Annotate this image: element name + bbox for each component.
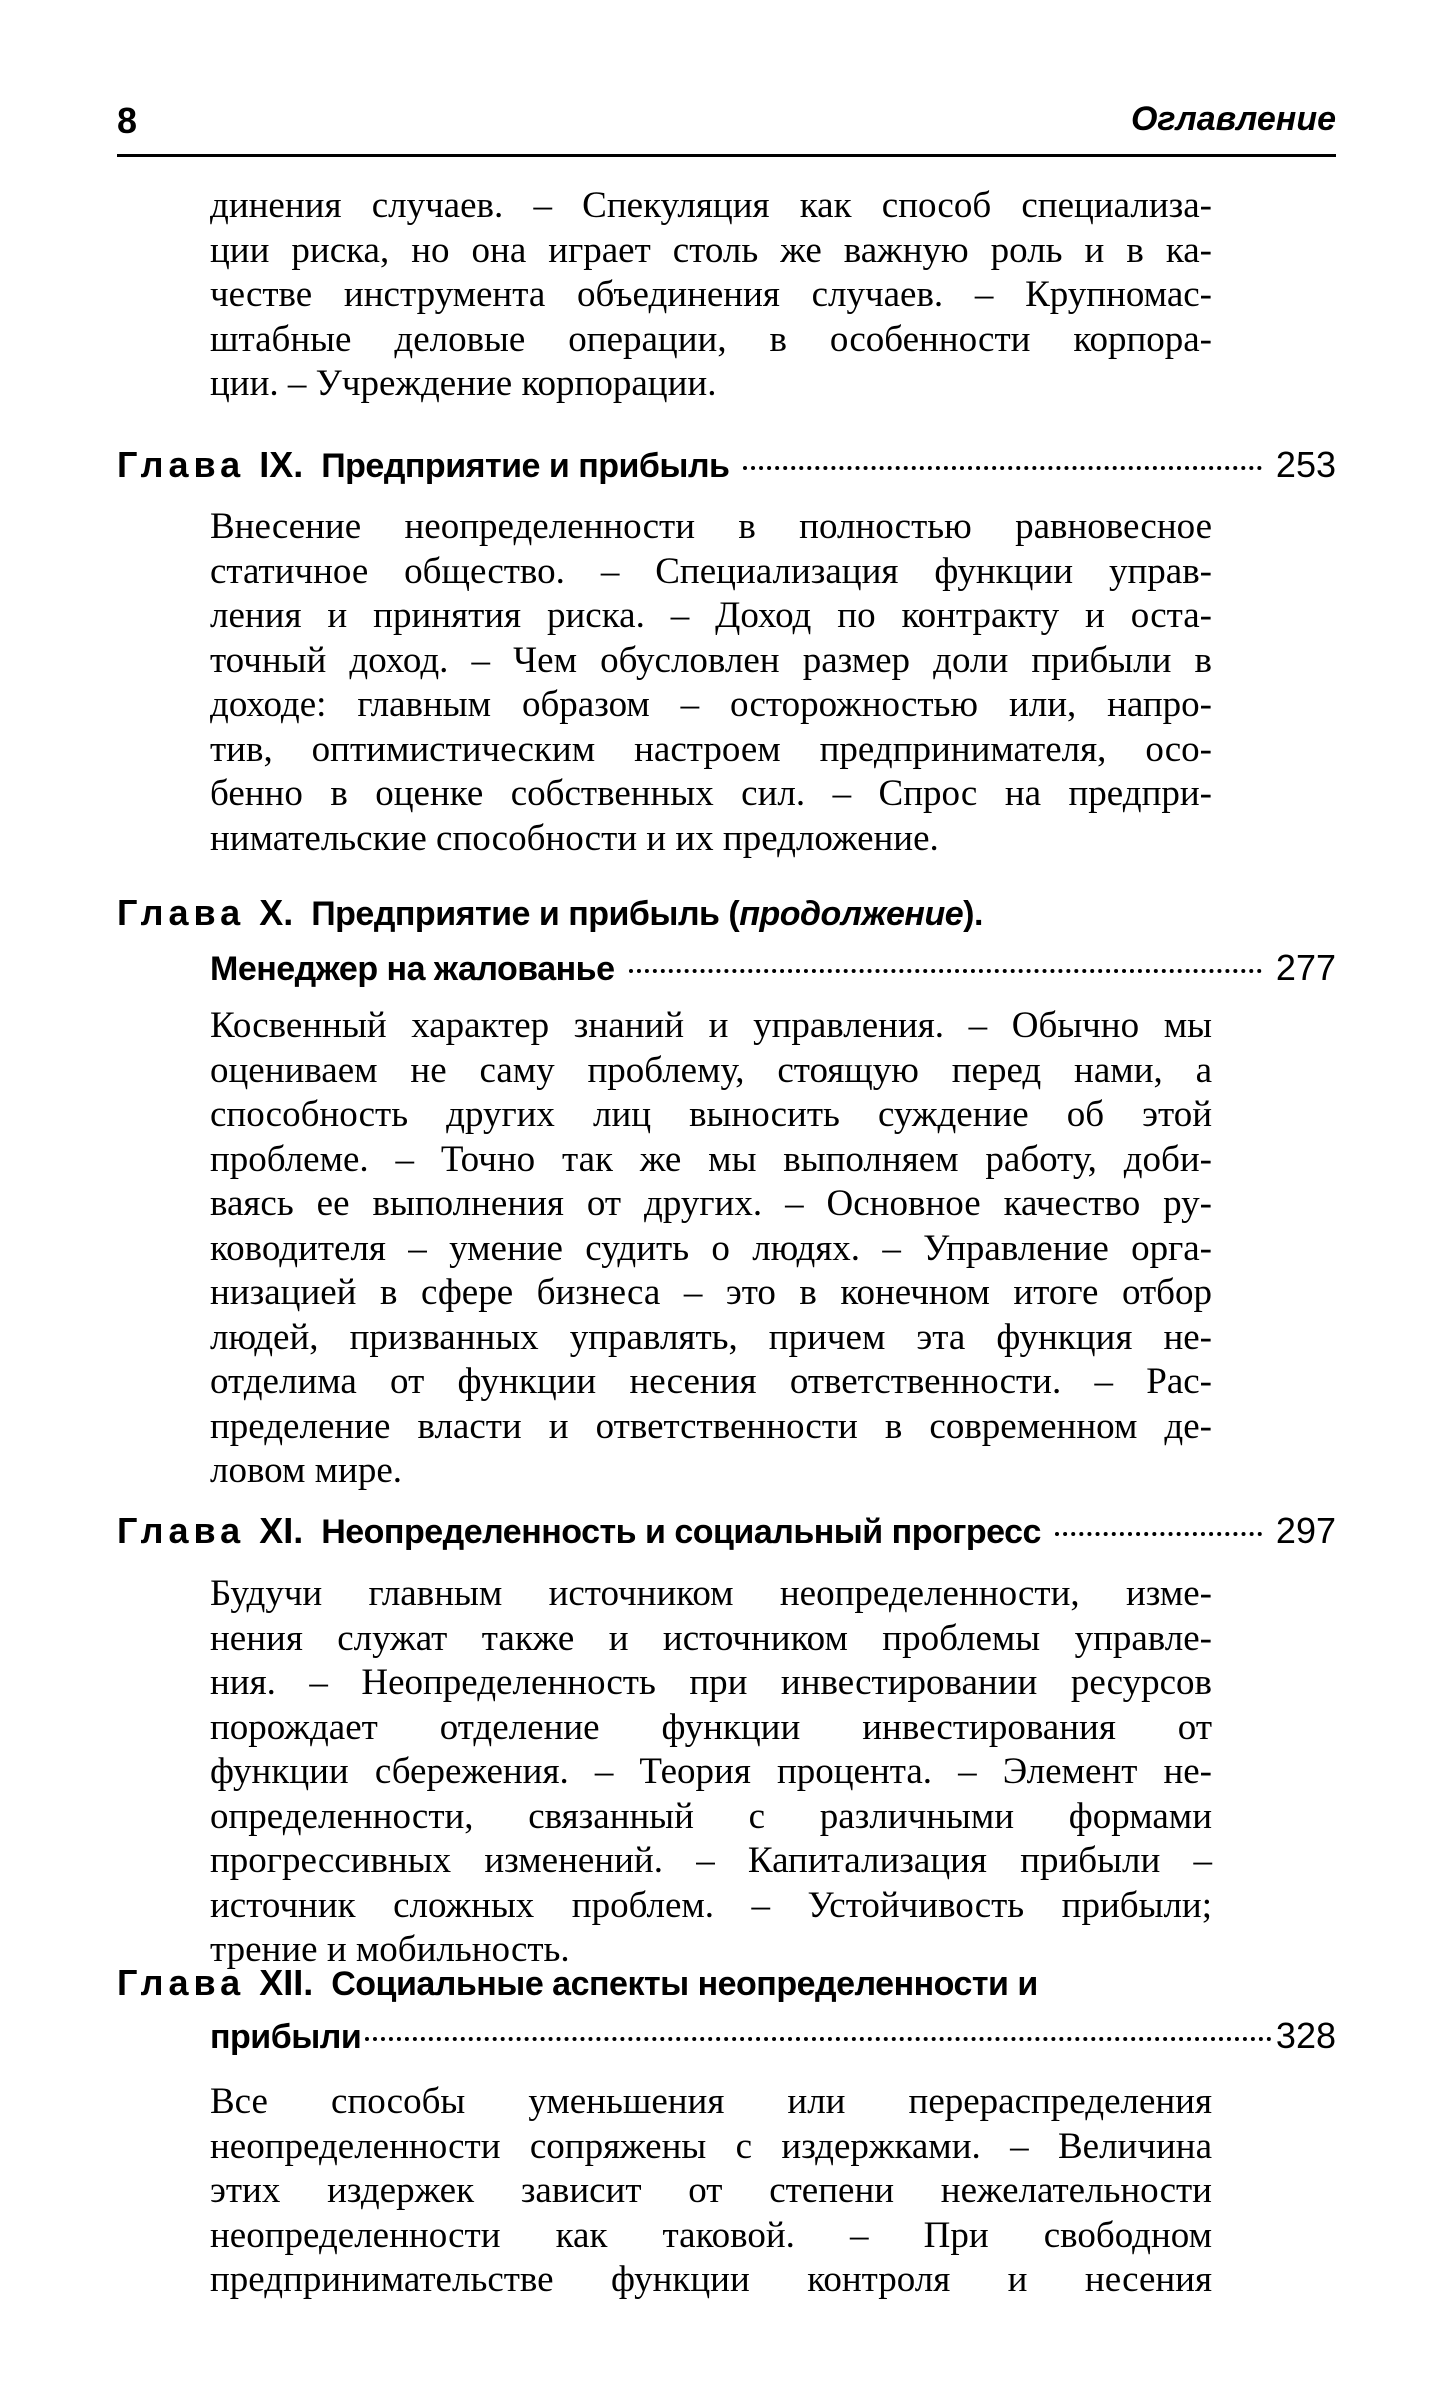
text-line: Косвенный характер знаний и управления. – Обычно мы xyxy=(210,1005,1212,1046)
chapter-number: XI. xyxy=(259,1510,304,1551)
text-line: бенно в оценке собственных сил. – Спрос на предпри- xyxy=(210,773,1212,814)
text-line: способность других лиц выносить суждение об этой xyxy=(210,1094,1212,1135)
running-head: Оглавление xyxy=(1130,100,1336,138)
text-line: ния. – Неопределенность при инвестировании ресурсов xyxy=(210,1662,1212,1703)
chapter-title-italic: продолжение xyxy=(739,895,964,933)
chapter-number: X. xyxy=(259,892,294,933)
chapter-label: Глава xyxy=(117,892,246,933)
text-line: ции. – Учреждение корпорации. xyxy=(210,363,717,404)
chapter-10-summary xyxy=(210,1004,1212,1494)
text-line: этих издержек зависит от степени нежелательности xyxy=(210,2170,1212,2211)
leader-dots xyxy=(1055,1532,1262,1536)
text-line: низацией в сфере бизнеса – это в конечном итоге отбор xyxy=(210,1272,1212,1313)
toc-entry-chapter-9[interactable] xyxy=(117,442,1336,489)
text-line: людей, призванных управлять, причем эта функция не- xyxy=(210,1316,1212,1358)
text-line: ководителя – умение судить о людях. – Управление орга- xyxy=(210,1227,1212,1269)
text-line: отделима от функции несения ответственности. – Рас- xyxy=(210,1361,1212,1402)
chapter-page: 253 xyxy=(1275,444,1336,485)
chapter-page: 297 xyxy=(1275,1510,1336,1551)
chapter-label: Глава xyxy=(117,1510,246,1551)
toc-entry-chapter-10[interactable] xyxy=(117,890,1336,992)
chapter-number: XII. xyxy=(259,1962,314,2003)
chapter-title: Предприятие и прибыль xyxy=(321,447,730,485)
leader-dots xyxy=(365,2037,1272,2041)
toc-entry-chapter-11[interactable] xyxy=(117,1508,1336,1555)
intro-paragraph xyxy=(210,184,1212,407)
text-line: доходе: главным образом – осторожностью или, напро- xyxy=(210,684,1212,725)
chapter-9-summary xyxy=(210,505,1212,861)
chapter-title: Социальные аспекты неопределенности и xyxy=(331,1965,1038,2003)
text-line: определенности, связанный с различными формами xyxy=(210,1795,1212,1837)
text-line: оцениваем не саму проблему, стоящую перед нами, а xyxy=(210,1049,1212,1091)
chapter-page: 277 xyxy=(1275,947,1336,988)
text-line: ваясь ее выполнения от других. – Основное качество ру- xyxy=(210,1183,1212,1224)
text-line: статичное общество. – Специализация функции управ- xyxy=(210,550,1212,592)
chapter-page: 328 xyxy=(1275,2015,1336,2056)
text-line: проблеме. – Точно так же мы выполняем работу, доби- xyxy=(210,1138,1212,1180)
text-line: Все способы уменьшения или перераспределения xyxy=(210,2081,1212,2122)
text-line: честве инструмента объединения случаев. – Крупномас- xyxy=(210,274,1212,315)
text-line: функции сбережения. – Теория процента. – Элемент не- xyxy=(210,1751,1212,1792)
text-line: ловом мире. xyxy=(210,1450,403,1491)
text-line: порождает отделение функции инвестирования от xyxy=(210,1706,1212,1748)
chapter-title: Неопределенность и социальный прогресс xyxy=(321,1513,1041,1551)
text-line: тив, оптимистическим настроем предпринимателя, осо- xyxy=(210,728,1212,770)
chapter-title-line2: прибыли xyxy=(210,2018,362,2056)
text-line: штабные деловые операции, в особенности корпора- xyxy=(210,318,1212,360)
chapter-label: Глава xyxy=(117,1962,246,2003)
text-line: Будучи главным источником неопределенности, изме- xyxy=(210,1573,1212,1614)
text-line: предпринимательстве функции контроля и несения xyxy=(210,2259,1212,2300)
text-line: точный доход. – Чем обусловлен размер доли прибыли в xyxy=(210,639,1212,681)
text-line: ления и принятия риска. – Доход по контракту и оста- xyxy=(210,595,1212,636)
leader-dots xyxy=(629,969,1262,973)
text-line: трение и мобильность. xyxy=(210,1929,570,1970)
page-header xyxy=(117,96,1336,157)
leader-dots xyxy=(743,466,1261,470)
page-number: 8 xyxy=(117,100,138,141)
text-line: источник сложных проблем. – Устойчивость прибыли; xyxy=(210,1884,1212,1926)
text-line: ции риска, но она играет столь же важную роль и в ка- xyxy=(210,229,1212,271)
chapter-11-summary xyxy=(210,1572,1212,1973)
text-line: прогрессивных изменений. – Капитализация прибыли – xyxy=(210,1840,1212,1881)
chapter-title-line2: Менеджер на жалованье xyxy=(210,950,615,988)
chapter-12-summary xyxy=(210,2080,1212,2303)
text-line: нения служат также и источником проблемы управле- xyxy=(210,1617,1212,1659)
toc-entry-chapter-12[interactable] xyxy=(117,1960,1336,2060)
text-line: динения случаев. – Спекуляция как способ специализа- xyxy=(210,185,1212,226)
chapter-number: IX. xyxy=(259,444,304,485)
text-line: пределение власти и ответственности в современном де- xyxy=(210,1405,1212,1447)
text-line: неопределенности как таковой. – При свободном xyxy=(210,2214,1212,2256)
text-line: неопределенности сопряжены с издержками. – Величина xyxy=(210,2125,1212,2167)
chapter-title: Предприятие и прибыль (продолжение). xyxy=(311,895,983,933)
text-line: Внесение неопределенности в полностью равновесное xyxy=(210,506,1212,547)
text-line: нимательские способности и их предложение. xyxy=(210,817,939,859)
chapter-label: Глава xyxy=(117,444,246,485)
